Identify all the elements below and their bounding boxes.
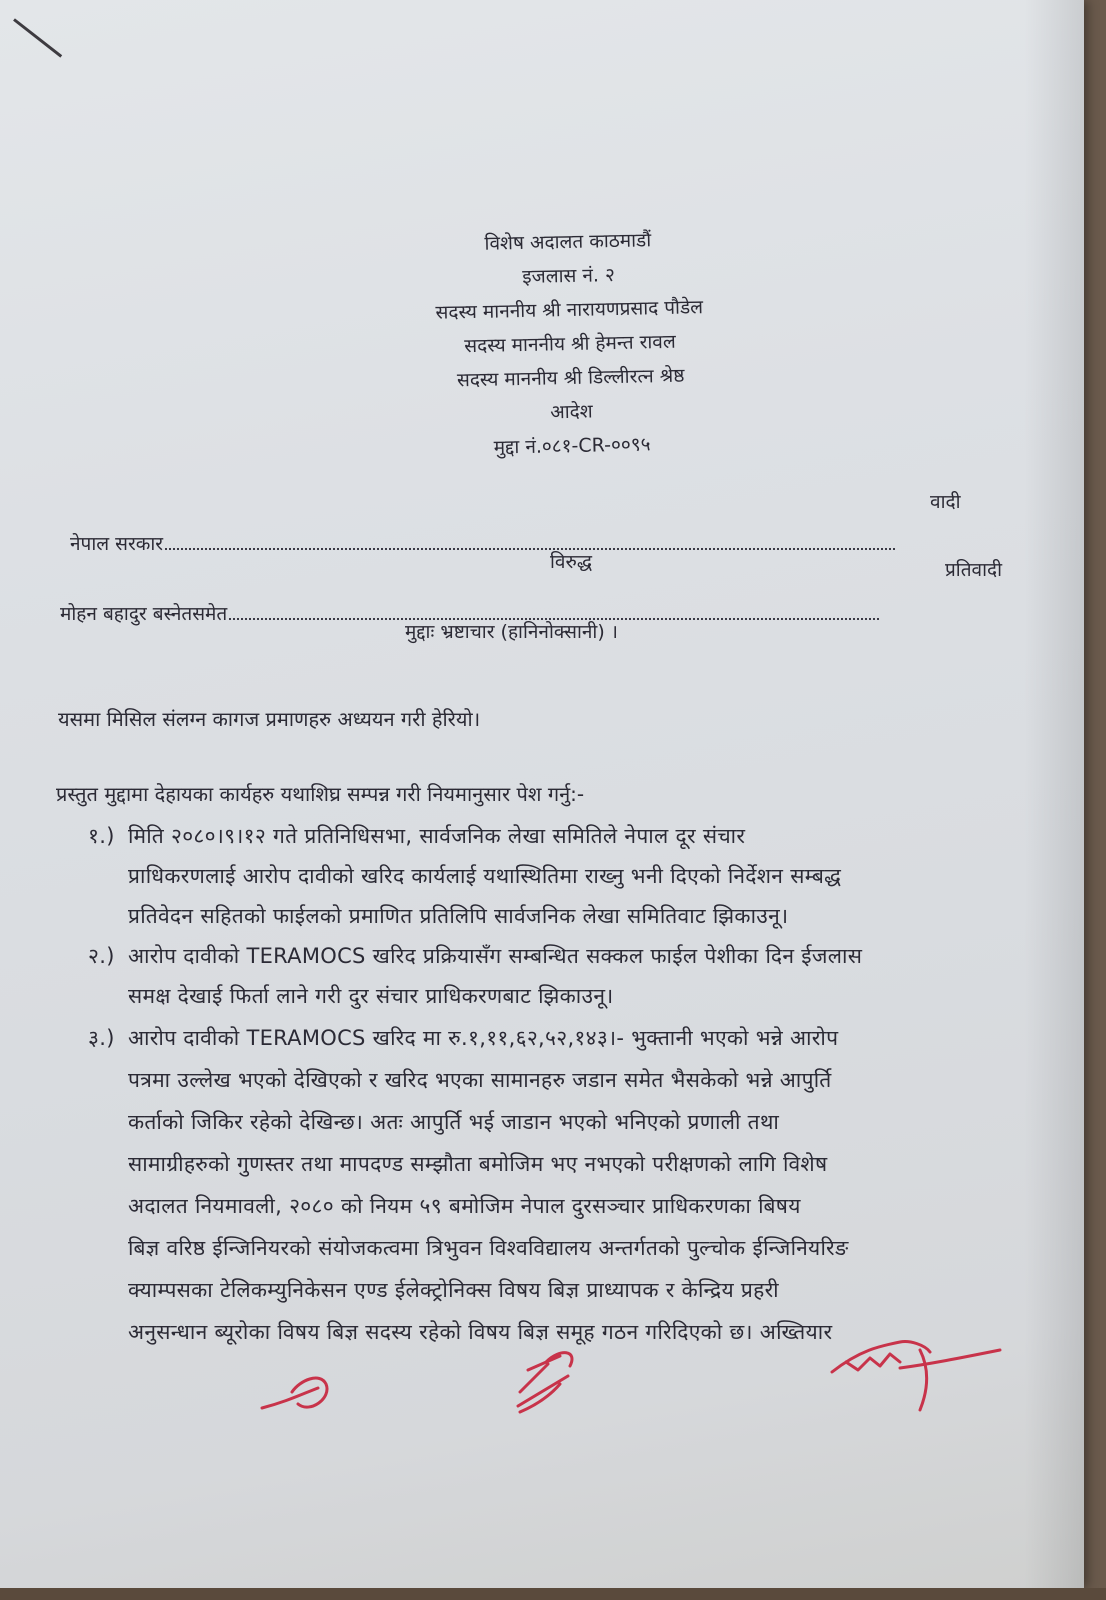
item-3-line-6: बिज्ञ वरिष्ठ ईन्जिनियरको संयोजकत्वमा त्रिभुवन विश्वविद्यालय अन्तर्गतको पुल्चोक ईन्जिनियरिङ xyxy=(128,1236,849,1260)
directive-text: प्रस्तुत मुद्दामा देहायका कार्यहरु यथाशिघ्र सम्पन्न गरी नियमानुसार पेश गर्नु:- xyxy=(56,782,585,806)
page-shadow xyxy=(1024,0,1084,1588)
versus-label: विरुद्ध xyxy=(550,551,593,573)
defendant-name: मोहन बहादुर बस्नेतसमेत xyxy=(60,603,228,625)
item-1-line-2: प्राधिकरणलाई आरोप दावीको खरिद कार्यलाई यथास्थितिमा राख्नु भनी दिएको निर्देशन सम्बद्ध xyxy=(128,864,842,888)
member-2: सदस्य माननीय श्री हेमन्त रावल xyxy=(464,330,676,358)
item-1-line-1: १.) मिति २०८०।९।१२ गते प्रतिनिधिसभा, सार्वजनिक लेखा समितिले नेपाल दूर संचार xyxy=(88,824,746,848)
defendant-role: प्रतिवादी xyxy=(945,559,1003,581)
item-3-line-5: अदालत नियमावली, २०८० को नियम ५९ बमोजिम नेपाल दुरसञ्चार प्राधिकरणका बिषय xyxy=(128,1194,801,1218)
case-subject: मुद्दाः भ्रष्टाचार (हानिनोक्सानी) । xyxy=(405,621,619,643)
signature-3 xyxy=(832,1342,1000,1410)
item-3-line-4: सामाग्रीहरुको गुणस्तर तथा मापदण्ड सम्झौता बमोजिम भए नभएको परीक्षणको लागि विशेष xyxy=(128,1152,828,1176)
item-1-line-3: प्रतिवेदन सहितको फाईलको प्रमाणित प्रतिलिपि सार्वजनिक लेखा समितिवाट झिकाउनू। xyxy=(128,904,789,928)
item-3-number: ३.) xyxy=(88,1026,115,1050)
dotted-leader xyxy=(165,536,895,550)
court-name: विशेष अदालत काठमाडौं xyxy=(484,229,652,255)
member-3: सदस्य माननीय श्री डिल्लीरत्न श्रेष्ठ xyxy=(456,364,685,392)
plaintiff-line xyxy=(70,530,897,556)
court-header xyxy=(388,221,753,466)
item-1-number: १.) xyxy=(88,824,115,848)
item-3-line-2: पत्रमा उल्लेख भएको देखिएको र खरिद भएका सामानहरु जडान समेत भैसकेको भन्ने आपुर्ति xyxy=(128,1068,832,1092)
item-3-line-8: अनुसन्धान ब्यूरोका विषय बिज्ञ सदस्य रहेको विषय बिज्ञ समूह गठन गरिदिएको छ। अख्तियार xyxy=(128,1320,833,1344)
intro-text: यसमा मिसिल संलग्न कागज प्रमाणहरु अध्ययन गरी हेरियो। xyxy=(58,707,481,731)
item-2-number: २.) xyxy=(88,944,115,968)
item-3-line-7: क्याम्पसका टेलिकम्युनिकेसन एण्ड ईलेक्ट्रोनिक्स विषय बिज्ञ प्राध्यापक र केन्द्रिय प्रहरी xyxy=(128,1278,779,1302)
case-number: मुद्दा नं.०८१-CR-००९५ xyxy=(493,433,651,459)
item-3-line-3: कर्ताको जिकिर रहेको देखिन्छ। अतः आपुर्ति भई जाडान भएको भनिएको प्रणाली तथा xyxy=(128,1110,780,1134)
pen-mark xyxy=(13,18,62,57)
order-title: आदेश xyxy=(549,400,593,424)
item-2-line-2: समक्ष देखाई फिर्ता लाने गरी दुर संचार प्राधिकरणबाट झिकाउनू। xyxy=(128,984,614,1008)
table-surface xyxy=(0,1588,1106,1600)
item-3-line-1: ३.) आरोप दावीको TERAMOCS खरिद मा रु.१,११,६२,५२,१४३।- भुक्तानी भएको भन्ने आरोप xyxy=(88,1026,839,1050)
plaintiff-role: वादी xyxy=(930,491,961,513)
signature-2 xyxy=(518,1353,572,1412)
plaintiff-name: नेपाल सरकार xyxy=(70,533,164,555)
item-2-line-1: २.) आरोप दावीको TERAMOCS खरिद प्रक्रियासँग सम्बन्धित सक्कल फाईल पेशीका दिन ईजलास xyxy=(88,944,863,968)
member-1: सदस्य माननीय श्री नारायणप्रसाद पौडेल xyxy=(435,296,704,324)
signature-1 xyxy=(262,1378,327,1408)
bench-number: इजलास नं. २ xyxy=(522,264,616,288)
